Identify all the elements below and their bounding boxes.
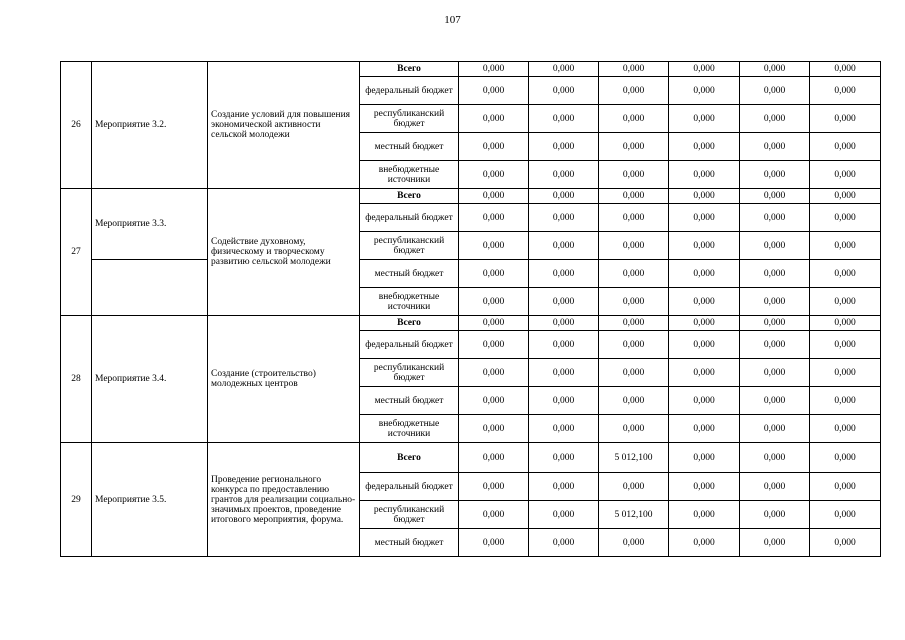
amount-cell: 0,000 [459,232,529,260]
amount-cell: 0,000 [529,473,599,501]
amount-cell: 0,000 [669,288,740,316]
funding-source: федеральный бюджет [360,473,459,501]
amount-cell: 0,000 [599,359,669,387]
amount-cell: 0,000 [529,501,599,529]
amount-cell: 0,000 [599,316,669,331]
funding-source: внебюджетные источники [360,415,459,443]
amount-cell: 0,000 [459,105,529,133]
funding-source: республиканский бюджет [360,232,459,260]
row-number: 29 [61,443,92,557]
funding-source: республиканский бюджет [360,501,459,529]
amount-cell: 0,000 [810,133,881,161]
row-number: 27 [61,189,92,316]
amount-cell: 0,000 [810,501,881,529]
funding-source: местный бюджет [360,387,459,415]
row-number: 26 [61,62,92,189]
amount-cell: 0,000 [529,260,599,288]
amount-cell: 0,000 [740,260,810,288]
amount-cell: 0,000 [529,359,599,387]
amount-cell: 0,000 [459,316,529,331]
activity-description: Проведение регионального конкурса по предоставлению грантов для реализации социально-значимых проектов, проведение итогового мероприятия, форума. [208,443,360,557]
amount-cell: 0,000 [810,161,881,189]
amount-cell: 0,000 [810,232,881,260]
amount-cell: 0,000 [810,260,881,288]
amount-cell: 0,000 [529,161,599,189]
amount-cell: 5 012,100 [599,501,669,529]
amount-cell: 0,000 [810,415,881,443]
activity-description: Содействие духовному, физическому и творческому развитию сельской молодежи [208,189,360,316]
amount-cell: 0,000 [529,529,599,557]
amount-cell: 0,000 [810,387,881,415]
amount-cell: 0,000 [669,359,740,387]
amount-cell: 0,000 [740,359,810,387]
amount-cell: 0,000 [599,331,669,359]
amount-cell: 0,000 [810,331,881,359]
amount-cell: 0,000 [740,232,810,260]
funding-source: Всего [360,443,459,473]
amount-cell: 0,000 [459,473,529,501]
amount-cell: 0,000 [599,415,669,443]
amount-cell: 0,000 [529,204,599,232]
amount-cell: 0,000 [599,387,669,415]
amount-cell: 0,000 [459,77,529,105]
activity-name: Мероприятие 3.5. [92,443,208,557]
amount-cell: 0,000 [810,77,881,105]
amount-cell: 0,000 [740,529,810,557]
amount-cell: 0,000 [529,189,599,204]
amount-cell: 0,000 [599,105,669,133]
amount-cell: 0,000 [740,105,810,133]
amount-cell: 0,000 [459,359,529,387]
amount-cell: 0,000 [529,105,599,133]
amount-cell: 0,000 [740,161,810,189]
funding-source: федеральный бюджет [360,331,459,359]
amount-cell: 0,000 [529,288,599,316]
amount-cell: 0,000 [599,77,669,105]
funding-source: Всего [360,62,459,77]
funding-source: республиканский бюджет [360,359,459,387]
amount-cell: 0,000 [599,232,669,260]
table-row [61,443,881,473]
amount-cell: 0,000 [669,133,740,161]
amount-cell: 0,000 [599,62,669,77]
funding-source: внебюджетные источники [360,288,459,316]
amount-cell: 0,000 [810,288,881,316]
amount-cell: 0,000 [740,77,810,105]
activity-name: Мероприятие 3.3. [92,189,208,260]
funding-source: местный бюджет [360,260,459,288]
table-row [61,316,881,331]
amount-cell: 0,000 [529,133,599,161]
amount-cell: 0,000 [459,161,529,189]
amount-cell: 0,000 [529,443,599,473]
amount-cell: 0,000 [810,204,881,232]
row-number: 28 [61,316,92,443]
amount-cell: 0,000 [740,331,810,359]
amount-cell: 0,000 [459,501,529,529]
activity-name: Мероприятие 3.2. [92,62,208,189]
funding-source: внебюджетные источники [360,161,459,189]
amount-cell: 0,000 [669,62,740,77]
activity-description: Создание условий для повышения экономической активности сельской молодежи [208,62,360,189]
amount-cell: 0,000 [740,204,810,232]
amount-cell: 0,000 [459,133,529,161]
amount-cell: 0,000 [459,443,529,473]
amount-cell: 0,000 [740,133,810,161]
amount-cell: 0,000 [740,62,810,77]
amount-cell: 0,000 [599,161,669,189]
amount-cell: 0,000 [669,387,740,415]
amount-cell: 0,000 [529,387,599,415]
amount-cell: 0,000 [740,316,810,331]
amount-cell: 0,000 [459,204,529,232]
amount-cell: 0,000 [740,387,810,415]
funding-source: федеральный бюджет [360,204,459,232]
amount-cell: 0,000 [459,288,529,316]
amount-cell: 0,000 [599,288,669,316]
amount-cell: 0,000 [529,62,599,77]
amount-cell: 0,000 [459,260,529,288]
amount-cell: 0,000 [529,316,599,331]
amount-cell: 0,000 [810,443,881,473]
funding-source: местный бюджет [360,529,459,557]
amount-cell: 0,000 [599,204,669,232]
amount-cell: 0,000 [599,189,669,204]
amount-cell: 0,000 [810,62,881,77]
amount-cell: 0,000 [669,501,740,529]
amount-cell: 0,000 [810,359,881,387]
amount-cell: 0,000 [459,387,529,415]
amount-cell: 0,000 [459,529,529,557]
amount-cell: 0,000 [740,189,810,204]
amount-cell: 0,000 [459,331,529,359]
budget-table [60,61,881,557]
amount-cell: 0,000 [740,415,810,443]
amount-cell: 0,000 [669,105,740,133]
amount-cell: 0,000 [669,529,740,557]
amount-cell: 0,000 [669,331,740,359]
activity-description: Создание (строительство) молодежных центров [208,316,360,443]
amount-cell: 0,000 [669,316,740,331]
amount-cell: 0,000 [599,473,669,501]
amount-cell: 0,000 [810,473,881,501]
amount-cell: 0,000 [529,331,599,359]
amount-cell: 0,000 [669,443,740,473]
amount-cell: 0,000 [669,77,740,105]
amount-cell: 0,000 [599,260,669,288]
amount-cell: 0,000 [669,204,740,232]
amount-cell: 0,000 [599,133,669,161]
amount-cell: 0,000 [740,473,810,501]
amount-cell: 0,000 [810,529,881,557]
amount-cell: 0,000 [740,288,810,316]
amount-cell: 0,000 [669,161,740,189]
funding-source: республиканский бюджет [360,105,459,133]
amount-cell: 0,000 [459,62,529,77]
amount-cell: 0,000 [810,105,881,133]
funding-source: Всего [360,316,459,331]
amount-cell: 0,000 [669,189,740,204]
empty-cell [92,260,208,316]
amount-cell: 0,000 [740,443,810,473]
table-row [61,260,881,288]
amount-cell: 0,000 [459,189,529,204]
amount-cell: 0,000 [810,316,881,331]
amount-cell: 0,000 [669,473,740,501]
funding-source: Всего [360,189,459,204]
amount-cell: 0,000 [529,415,599,443]
amount-cell: 0,000 [529,77,599,105]
funding-source: местный бюджет [360,133,459,161]
funding-source: федеральный бюджет [360,77,459,105]
amount-cell: 0,000 [599,529,669,557]
amount-cell: 0,000 [669,260,740,288]
amount-cell: 0,000 [810,189,881,204]
activity-name: Мероприятие 3.4. [92,316,208,443]
amount-cell: 0,000 [529,232,599,260]
amount-cell: 0,000 [669,232,740,260]
table-row [61,189,881,204]
amount-cell: 0,000 [740,501,810,529]
amount-cell: 0,000 [669,415,740,443]
page-number: 107 [444,14,461,26]
table-row [61,62,881,77]
amount-cell: 0,000 [459,415,529,443]
amount-cell: 5 012,100 [599,443,669,473]
